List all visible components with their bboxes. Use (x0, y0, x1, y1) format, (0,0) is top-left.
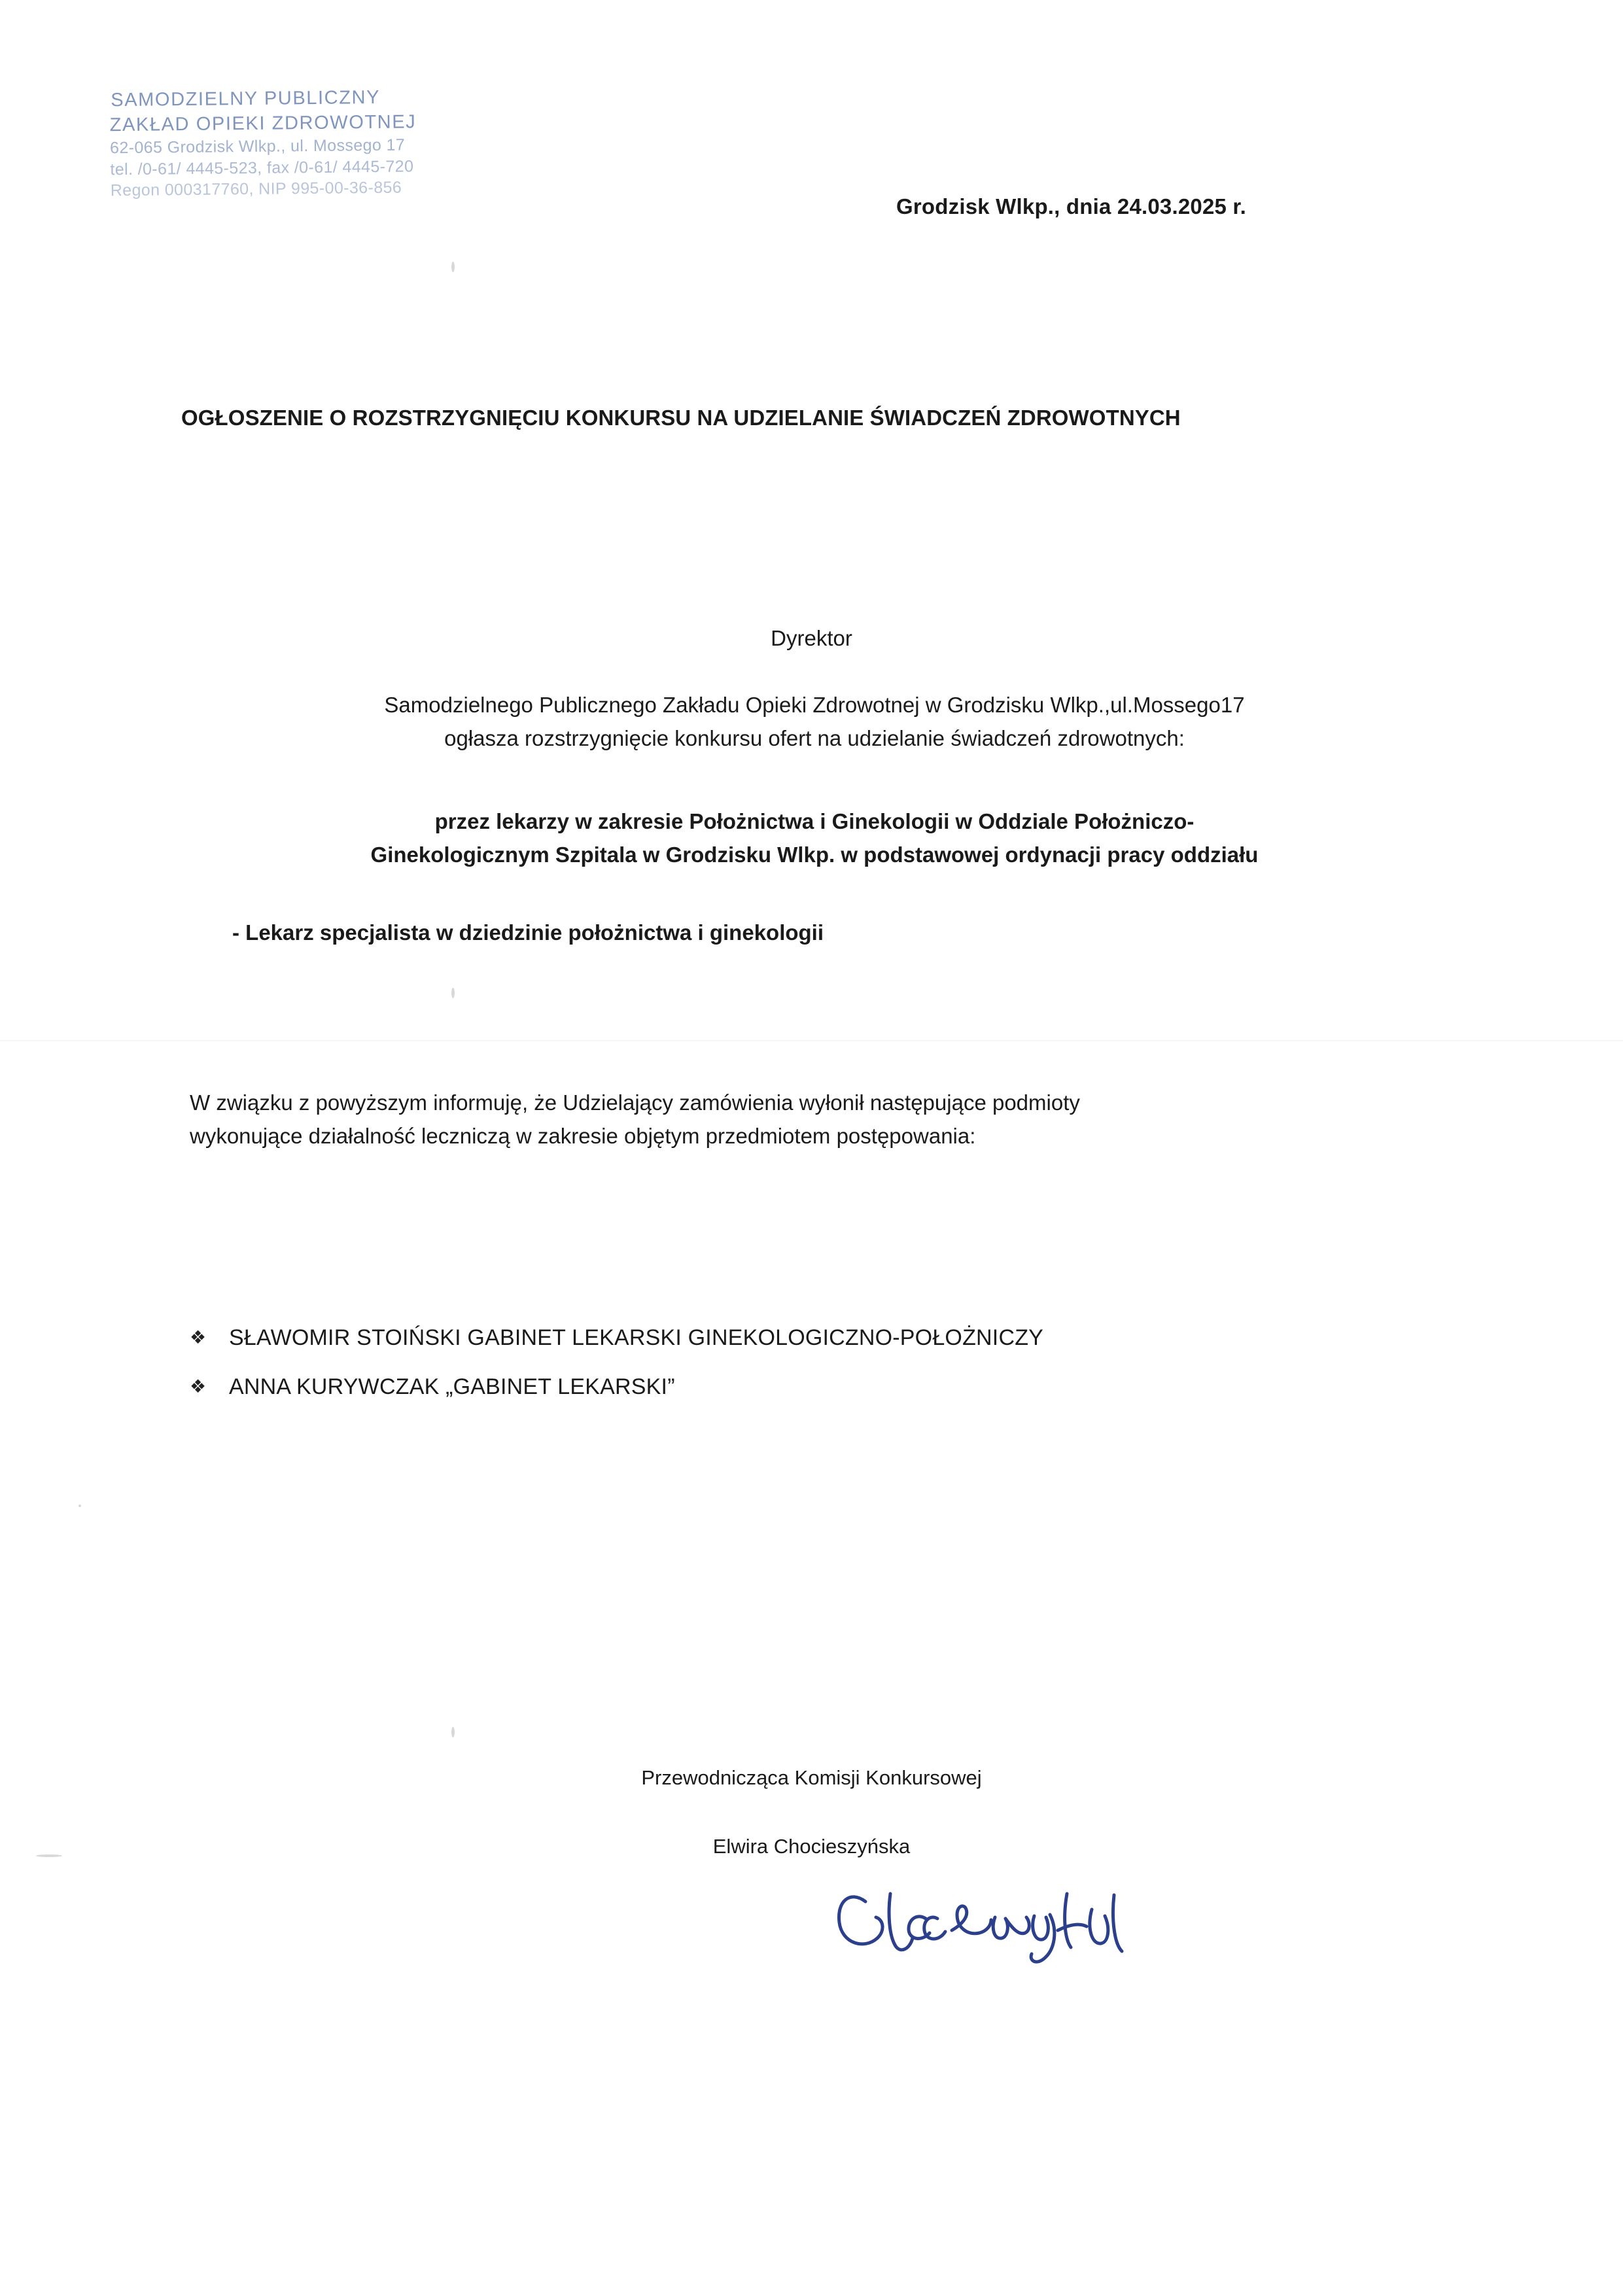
institution-stamp (109, 84, 516, 201)
list-item-label: ANNA KURYWCZAK „GABINET LEKARSKI” (229, 1374, 675, 1399)
signatory-name: Elwira Chocieszyńska (712, 1835, 911, 1858)
winners-list (190, 1321, 1472, 1419)
date-line: Grodzisk Wlkp., dnia 24.03.2025 r. (896, 194, 1247, 218)
stamp-line-4: tel. /0-61/ 4445-523, fax /0-61/ 4445-720 (110, 157, 414, 179)
stamp-line-2: ZAKŁAD OPIEKI ZDROWOTNEJ (109, 111, 417, 135)
scope-line-2: Ginekologicznym Szpitala w Grodzisku Wlkp. w podstawowej ordynacji pracy oddziału (370, 843, 1259, 867)
stamp-line-1: SAMODZIELNY PUBLICZNY (111, 86, 381, 111)
list-item (190, 1321, 1472, 1355)
stamp-line-3: 62-065 Grodzisk Wlkp., ul. Mossego 17 (109, 135, 406, 158)
specialist-line: - Lekarz specjalista w dziedzinie położnictwa i ginekologii (232, 920, 824, 945)
list-item (190, 1370, 1472, 1404)
handwritten-signature-icon (828, 1868, 1194, 1985)
page-title: OGŁOSZENIE O ROZSTRZYGNIĘCIU KONKURSU NA UDZIELANIE ŚWIADCZEŃ ZDROWOTNYCH (181, 406, 1181, 430)
scan-speck (451, 1727, 455, 1737)
intro-line-2: ogłasza rozstrzygnięcie konkursu ofert na udzielanie świadczeń zdrowotnych: (444, 726, 1185, 751)
signatory-role: Przewodnicząca Komisji Konkursowej (641, 1766, 982, 1789)
scan-speck (79, 1505, 81, 1507)
bullet-diamond-icon: ❖ (190, 1376, 207, 1397)
intro-paragraph (196, 688, 1433, 755)
scan-fold-line (0, 1040, 1623, 1041)
scan-speck (451, 262, 455, 272)
scope-line-1: przez lekarzy w zakresie Położnictwa i Ginekologii w Oddziale Położniczo- (434, 809, 1195, 833)
intro-line-1: Samodzielnego Publicznego Zakładu Opieki Zdrowotnej w Grodzisku Wlkp.,ul.Mossego17 (384, 693, 1245, 717)
bullet-diamond-icon: ❖ (190, 1327, 207, 1348)
director-label: Dyrektor (771, 626, 852, 650)
scope-paragraph (183, 805, 1446, 871)
info-line-2: wykonujące działalność leczniczą w zakresie objętym przedmiotem postępowania: (190, 1124, 976, 1149)
info-paragraph (190, 1086, 1433, 1153)
list-item-label: SŁAWOMIR STOIŃSKI GABINET LEKARSKI GINEKOLOGICZNO-POŁOŻNICZY (229, 1325, 1044, 1350)
stamp-line-5: Regon 000317760, NIP 995-00-36-856 (110, 178, 402, 200)
scan-speck (451, 988, 455, 998)
info-line-1: W związku z powyższym informuję, że Udzielający zamówienia wyłonił następujące podmioty (190, 1090, 1080, 1115)
